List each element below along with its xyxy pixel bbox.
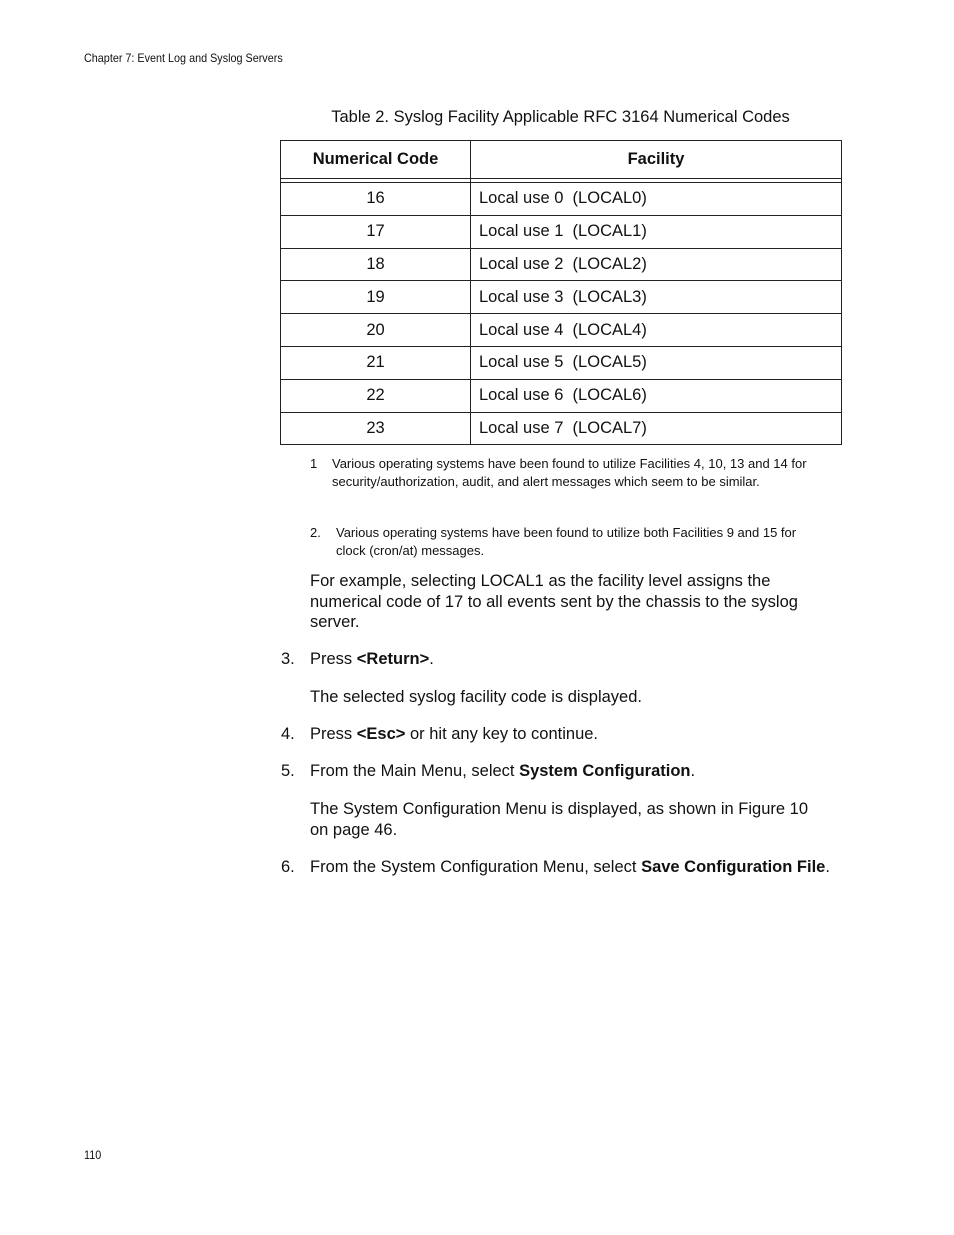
facility-codes-table <box>280 140 842 445</box>
cell-facility: Local use 3 (LOCAL3) <box>471 281 842 314</box>
cell-code: 20 <box>281 314 471 347</box>
table-row <box>281 215 842 248</box>
cell-code: 21 <box>281 346 471 379</box>
table-row <box>281 281 842 314</box>
step-4 <box>281 724 841 745</box>
table-row <box>281 248 842 281</box>
table-row <box>281 346 842 379</box>
step-3 <box>281 649 841 670</box>
table-row <box>281 379 842 412</box>
cell-facility: Local use 1 (LOCAL1) <box>471 215 842 248</box>
step-number: 5. <box>281 762 295 780</box>
cell-code: 19 <box>281 281 471 314</box>
step-number: 6. <box>281 858 295 876</box>
step-text: Press <Esc> or hit any key to continue. <box>310 725 599 743</box>
example-paragraph: For example, selecting LOCAL1 as the facility level assigns the numerical code of 17 to all events sent by the chassis to the syslog server. <box>310 572 798 631</box>
cell-facility: Local use 2 (LOCAL2) <box>471 248 842 281</box>
footnote-text: Various operating systems have been found to utilize Facilities 4, 10, 13 and 14 for security/authorization, audit, and alert messages which seem to be similar. <box>332 456 807 489</box>
footnote-1 <box>310 455 820 490</box>
table-header-row <box>281 141 842 179</box>
step-6 <box>281 857 841 878</box>
column-header-facility: Facility <box>471 141 842 179</box>
table-row <box>281 412 842 445</box>
step-5 <box>281 761 841 782</box>
step-number: 3. <box>281 650 295 668</box>
footnote-2 <box>310 524 820 559</box>
step-text: Press <Return>. <box>310 650 434 668</box>
table-row <box>281 314 842 347</box>
table-caption: Table 2. Syslog Facility Applicable RFC 3164 Numerical Codes <box>331 108 790 126</box>
cell-facility: Local use 7 (LOCAL7) <box>471 412 842 445</box>
chapter-header: Chapter 7: Event Log and Syslog Servers <box>84 51 283 65</box>
cell-code: 22 <box>281 379 471 412</box>
cell-facility: Local use 0 (LOCAL0) <box>471 183 842 216</box>
step-text: From the System Configuration Menu, select Save Configuration File. <box>310 858 830 876</box>
step-text: From the Main Menu, select System Configuration. <box>310 762 696 780</box>
cell-code: 18 <box>281 248 471 281</box>
key-esc: <Esc> <box>356 725 406 743</box>
step-number: 4. <box>281 725 295 743</box>
page-number: 110 <box>84 1148 102 1162</box>
footnote-number: 1 <box>310 456 318 471</box>
cell-facility: Local use 5 (LOCAL5) <box>471 346 842 379</box>
footnote-number: 2. <box>310 525 321 540</box>
menu-option-save-configuration-file: Save Configuration File <box>641 858 826 876</box>
cell-facility: Local use 4 (LOCAL4) <box>471 314 842 347</box>
menu-option-system-configuration: System Configuration <box>519 762 691 780</box>
column-header-numerical-code: Numerical Code <box>281 141 471 179</box>
step-5-result: The System Configuration Menu is displayed, as shown in Figure 10 on page 46. <box>310 800 809 839</box>
step-3-result: The selected syslog facility code is displayed. <box>310 688 642 706</box>
cell-code: 17 <box>281 215 471 248</box>
cell-facility: Local use 6 (LOCAL6) <box>471 379 842 412</box>
cell-code: 16 <box>281 183 471 216</box>
footnote-text: Various operating systems have been found to utilize both Facilities 9 and 15 for clock (cron/at) messages. <box>336 525 797 558</box>
key-return: <Return> <box>356 650 430 668</box>
table-row <box>281 183 842 216</box>
cell-code: 23 <box>281 412 471 445</box>
